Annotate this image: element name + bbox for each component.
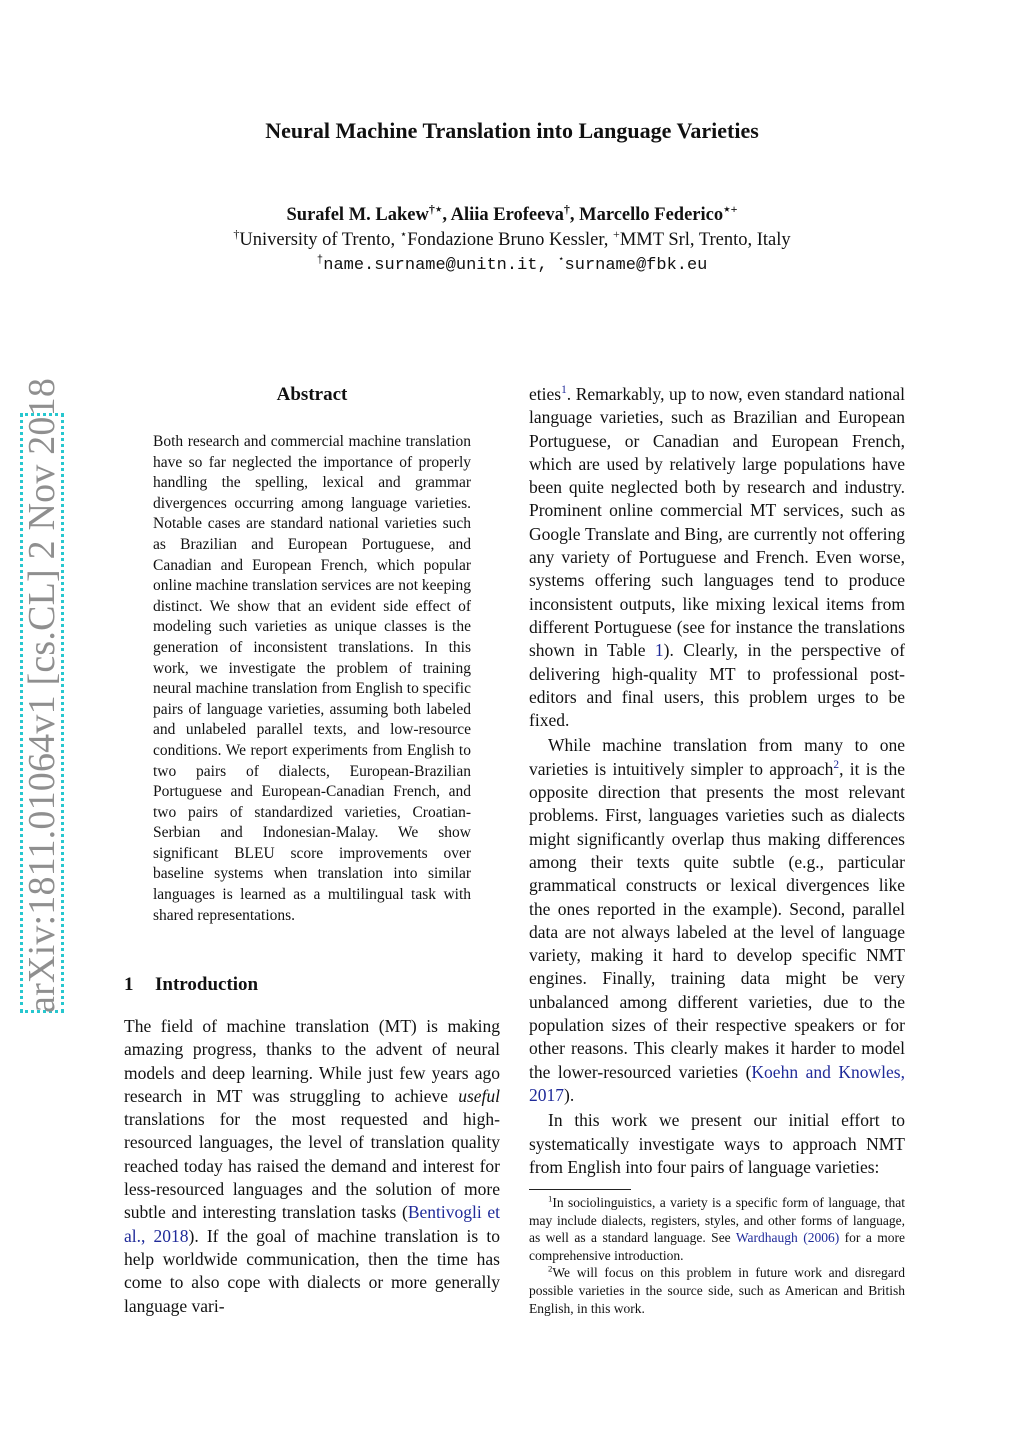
affiliation: University of Trento, [239, 230, 400, 250]
email-mark: † [316, 254, 324, 267]
intro-paragraph-2 [529, 734, 905, 1107]
author-emails [0, 254, 1024, 278]
abstract-text: Both research and commercial machine translation have so far neglected the importance of properly handling the spelling, lexical and grammar divergences occurring among language varieties. Notable cases are standard national varieties such as Brazilian and European Portuguese, and Canadian and European French, which popular online machine translation services are not keeping distinct. We show that an evident side effect of modeling such varieties as unique classes is the generation of inconsistent translations. In this work, we investigate the problem of training neural machine translation from English to specific pairs of language varieties, assuming both labeled and unlabeled parallel texts, and low-resource conditions. We report experiments from English to two pairs of dialects, European-Brazilian Portuguese and European-Canadian French, and two pairs of standardized varieties, Croatian-Serbian and Indonesian-Malay. We show significant BLEU score improvements over baseline systems when translation into similar languages is learned as a multilingual task with shared representations. [153, 433, 471, 924]
email-mark: ⋆ [557, 254, 565, 267]
affiliation: MMT Srl, Trento, Italy [619, 230, 791, 250]
intro-text: While machine translation from many to one varieties is intuitively simpler to approach [529, 735, 905, 779]
footnote-text: for a more comprehensive introduction. [529, 1230, 905, 1263]
footnote-number: 1 [548, 1193, 553, 1204]
email: name.surname@unitn.it, [323, 256, 558, 275]
intro-paragraph-1-continued [529, 383, 905, 732]
citation-link[interactable]: Bentivogli et al., 2018 [124, 1202, 500, 1246]
citation-link[interactable]: Koehn and Knowles, 2017 [529, 1061, 905, 1105]
intro-text: ). [564, 1084, 575, 1105]
intro-text: translations for the most requested and high-resourced languages, the level of translation quality reached today has raised the demand and interest for less-resourced languages and the solution of more subtle and interesting translation tasks ( [124, 1109, 500, 1223]
footnote-2 [529, 1264, 905, 1317]
section-heading-introduction [124, 974, 258, 996]
author-name: Surafel M. Lakew [286, 205, 429, 225]
footnote-ref[interactable]: 1 [561, 384, 567, 397]
affiliation: Fondazione Bruno Kessler, [407, 230, 614, 250]
footnote-ref[interactable]: 2 [833, 758, 840, 771]
footnote-text: In sociolinguistics, a variety is a specific form of language, that may include dialects, registers, styles, and other forms of language, as well as a standard language. See [529, 1195, 905, 1246]
intro-text: The field of machine translation (MT) is making amazing progress, thanks to the advent of neural models and deep learning. While just few years ago research in MT was struggling to achieve [124, 1016, 500, 1106]
intro-text: ). If the goal of machine translation is to help worldwide communication, then the time has come to also cope with dialects or more generally language vari- [124, 1225, 500, 1316]
footnote-text: We will focus on this problem in future work and disregard possible varieties in the source side, such as American and British English, in this work. [529, 1265, 905, 1316]
author-marks: ⋆+ [723, 201, 738, 216]
intro-paragraph-3: In this work we present our initial effort to systematically investigate ways to approach NMT from English into four pairs of language varieties: [529, 1110, 905, 1177]
section-number: 1 [124, 974, 134, 995]
intro-text: . Remarkably, up to now, even standard national language varieties, such as Brazilian and European Portuguese, or Canadian and European French, which are used by relatively large populations have been quite neglected both by research and industry. Prominent online commercial MT services, such as Google Translate and Bing, are currently not offering any variety of Portuguese and French. Even worse, systems offering such languages tend to produce inconsistent outputs, like mixing lexical items from different Portuguese (see for instance the translations shown in Table [529, 384, 905, 661]
table-ref-link[interactable]: 1 [654, 640, 664, 661]
affiliation-mark: † [233, 226, 240, 241]
footnote-divider [529, 1189, 631, 1190]
author-marks: †⋆ [428, 201, 443, 216]
author-name: Aliia Erofeeva [450, 205, 564, 225]
affiliations [0, 228, 1024, 252]
affiliation-mark: ⋆ [399, 226, 408, 241]
email: surname@fbk.eu [564, 256, 708, 275]
affiliation-mark: + [613, 226, 620, 241]
intro-text: eties [529, 384, 562, 404]
footnotes [529, 1194, 905, 1317]
author-name: Marcello Federico [579, 205, 724, 225]
footnote-number: 2 [548, 1263, 553, 1274]
citation-link[interactable]: Wardhaugh (2006) [735, 1230, 840, 1246]
abstract-heading: Abstract [276, 384, 348, 405]
author-list: Surafel M. Lakew†⋆, Aliia Erofeeva†, Marcello Federico⋆+ [286, 201, 738, 225]
intro-paragraph-1 [124, 1015, 500, 1318]
intro-text: ). Clearly, in the perspective of delivering high-quality MT to professional post-editors and final users, this problem urges to be fixed. [529, 640, 906, 731]
section-title: Introduction [155, 974, 259, 995]
intro-emphasis: useful [458, 1085, 500, 1106]
arxiv-stamp[interactable]: arXiv:1811.01064v1 [cs.CL] 2 Nov 2018 [21, 377, 63, 1013]
author-marks: † [563, 201, 570, 216]
paper-title: Neural Machine Translation into Language Varieties [265, 118, 759, 143]
right-column [529, 383, 905, 1179]
intro-text: , it is the opposite direction that presents the most relevant problems. First, languages varieties such as dialects might significantly overlap thus making differences among their texts quite subtle (e.g., particular grammatical constructs or lexical divergences like the ones reported in the example). Second, parallel data are not always labeled at the level of language variety, making it hard to develop specific NMT engines. Finally, training data might be very unbalanced among different varieties, due to the population sizes of their respective speakers or for other reasons. This clearly makes it harder to model the lower-resourced varieties ( [529, 758, 906, 1082]
footnote-1 [529, 1194, 905, 1264]
